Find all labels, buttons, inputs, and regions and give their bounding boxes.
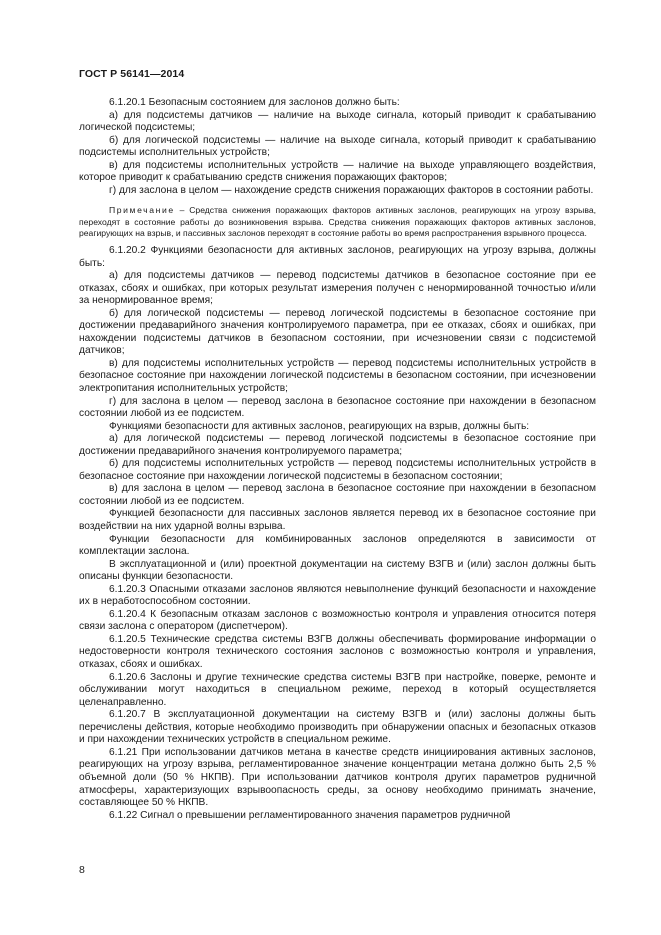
paragraph: а) для подсистемы датчиков — перевод подсистемы датчиков в безопасное состояние при ее отказах, сбоях и ошибках, при которых результат измерения получен с ненормированной точностью и/или за ненормированное время; <box>79 270 596 307</box>
paragraph: в) для подсистемы исполнительных устройств — наличие на выходе управляющего воздействия, которое приводит к срабатыванию средств снижения поражающих факторов; <box>79 159 596 184</box>
paragraph: б) для логической подсистемы — наличие на выходе сигнала, который приводит к срабатыванию подсистемы исполнительных устройств; <box>79 134 596 159</box>
paragraph: а) для подсистемы датчиков — наличие на выходе сигнала, который приводит к срабатыванию логической подсистемы; <box>79 109 596 134</box>
paragraph: в) для подсистемы исполнительных устройств — перевод подсистемы исполнительных устройств в безопасное состояние при нахождении логической подсистемы в безопасном состоянии, при исчезновении электропитания исполнительных устройств; <box>79 357 596 394</box>
page-number: 8 <box>79 864 85 876</box>
paragraph: Функции безопасности для комбинированных заслонов определяются в зависимости от комплектации заслона. <box>79 533 596 558</box>
document-body <box>79 97 596 822</box>
paragraph: Функцией безопасности для пассивных заслонов является перевод их в безопасное состояние при воздействии на них ударной волны взрыва. <box>79 508 596 533</box>
paragraph: б) для логической подсистемы — перевод логической подсистемы в безопасное состояние при достижении предаварийного значения контролируемого параметра, при ее отказах, сбоях и ошибках, при нахождении подсистемы датчиков в безопасном состоянии, при исчезновении связи с подсистемой датчиков; <box>79 307 596 357</box>
paragraph: 6.1.20.7 В эксплуатационной документации на систему ВЗГВ и (или) заслоны должны быть перечислены действия, которые необходимо производить при обнаружении опасных и безопасных отказов и при нахождении технических устройств в специальном режиме. <box>79 709 596 746</box>
paragraph: 6.1.20.2 Функциями безопасности для активных заслонов, реагирующих на угрозу взрыва, должны быть: <box>79 244 596 269</box>
paragraph: а) для логической подсистемы — перевод логической подсистемы в безопасное состояние при достижении предаварийного значения контролируемого параметра; <box>79 433 596 457</box>
paragraph: б) для подсистемы исполнительных устройств — перевод подсистемы исполнительных устройств в безопасное состояние при нахождении логической подсистемы в безопасном состоянии; <box>79 458 596 482</box>
paragraph: Функциями безопасности для активных заслонов, реагирующих на взрыв, должны быть: <box>109 420 530 432</box>
paragraph: 6.1.22 Сигнал о превышении регламентированного значения параметров рудничной <box>109 809 511 821</box>
paragraph: г) для заслона в целом — нахождение средств снижения поражающих факторов в состоянии работы. <box>109 184 594 196</box>
document-header: ГОСТ Р 56141—2014 <box>79 68 185 80</box>
paragraph: 6.1.20.1 Безопасным состоянием для заслонов должно быть: <box>109 97 400 108</box>
note-text: – Средства снижения поражающих факторов активных заслонов, реагирующих на угрозу взрыва, переходят в состояние работы до возникновения взрыва. Средства снижения поражающих факторов активных заслонов, реагирующих на взрыв, и пассивных заслонов переходят в состояние работы во время распространения взрывного процесса. <box>79 205 596 238</box>
paragraph: 6.1.20.6 Заслоны и другие технические средства системы ВЗГВ при настройке, поверке, ремонте и обслуживании могут находиться в специальном режиме, переход в который осуществляется целенаправленно. <box>79 671 596 708</box>
paragraph: в) для заслона в целом — перевод заслона в безопасное состояние при нахождении в безопасном состоянии любой из ее подсистем. <box>79 483 596 507</box>
note-paragraph <box>79 205 596 239</box>
paragraph: 6.1.20.4 К безопасным отказам заслонов с возможностью контроля и управления относится потеря связи заслона с оператором (диспетчером). <box>79 608 596 633</box>
paragraph: г) для заслона в целом — перевод заслона в безопасное состояние при нахождении в безопасном состоянии любой из ее подсистем. <box>79 395 596 420</box>
paragraph: 6.1.21 При использовании датчиков метана в качестве средств инициирования активных заслонов, реагирующих на угрозу взрыва, регламентированное значение концентрации метана должно быть 2,5 % объемной доли (50 % НКПВ). При использовании датчиков контроля других параметров рудничной атмосферы, характеризующих взрывоопасность среды, за основу необходимо принимать значение, составляющее 50 % НКПВ. <box>79 746 596 809</box>
paragraph: 6.1.20.5 Технические средства системы ВЗГВ должны обеспечивать формирование информации о недостоверности контроля технического состояния заслонов с возможностью контроля и управления, отказах, сбоях и ошибках. <box>79 633 596 671</box>
paragraph: 6.1.20.3 Опасными отказами заслонов являются невыполнение функций безопасности и нахождение их в неработоспособном состоянии. <box>79 583 596 608</box>
paragraph: В эксплуатационной и (или) проектной документации на систему ВЗГВ и (или) заслон должны быть описаны функции безопасности. <box>79 558 596 583</box>
note-label: Примечание <box>109 205 175 216</box>
